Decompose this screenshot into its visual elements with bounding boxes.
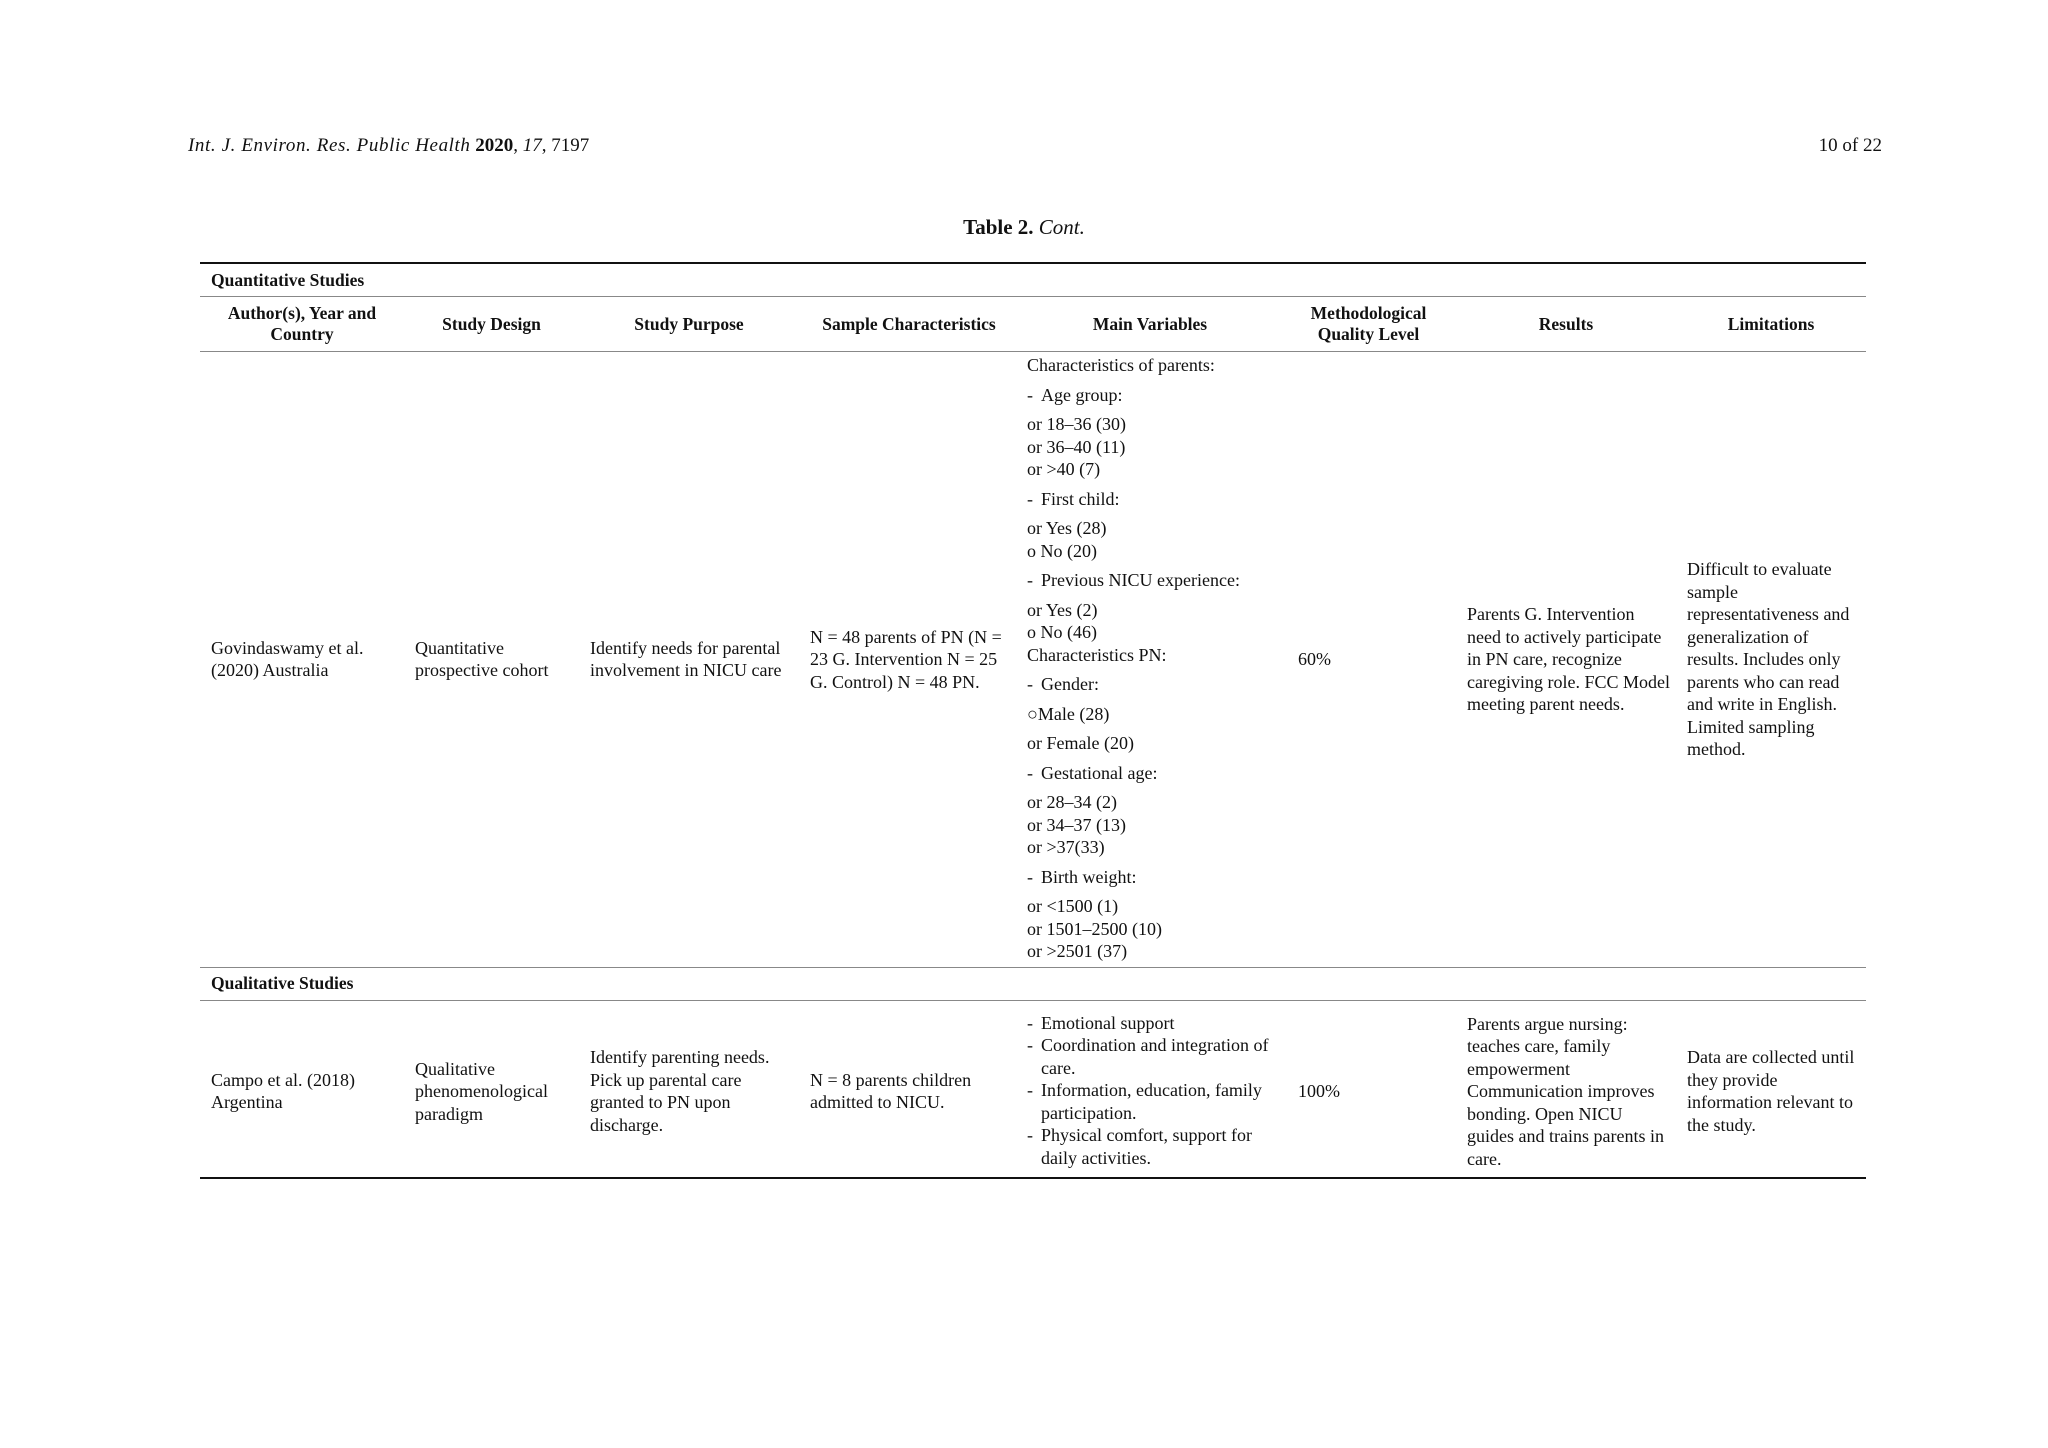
value-line: or 34–37 (13) [1027,814,1126,835]
value-line: or >37(33) [1027,837,1105,857]
first-child-label: First child: [1041,488,1120,509]
journal-name: Int. J. Environ. Res. Public Health [188,135,471,156]
value-line: o No (20) [1027,540,1097,561]
journal-volume: 17 [522,135,542,156]
cell-design: Quantitative prospective cohort [415,637,549,681]
table-header-row [200,297,1866,352]
gender-label: Gender: [1041,674,1099,694]
col-design: Study Design [442,313,541,334]
first-child-values [1027,517,1281,562]
value-line: or <1500 (1) [1027,896,1119,916]
page-number: 10 of 22 [1818,135,1882,156]
variable-text: Emotional support [1041,1012,1175,1033]
value-line: or >40 (7) [1027,459,1101,479]
gender-item: - Gender: [1027,674,1099,694]
journal-year: 2020 [475,135,514,156]
cell-main-variables [1019,352,1281,967]
cell-author: Campo et al. (2018) Argentina [211,1069,355,1113]
value-line: or Yes (2) [1027,599,1098,620]
value-line: or Female (20) [1027,733,1134,753]
variable-text: Coordination and integration of care. [1041,1035,1269,1078]
age-group-item: - Age group: [1027,384,1123,405]
running-header: Int. J. Environ. Res. Public Health 2020, 17, 7197 [188,135,590,156]
variables-list [1027,1012,1281,1170]
table-row [200,1001,1866,1178]
gestational-age-item: - Gestational age: [1027,762,1158,783]
age-group-values [1027,413,1281,481]
birth-weight-item: - Birth weight: [1027,866,1137,887]
gestational-age-label: Gestational age: [1041,762,1158,783]
cell-quality: 100% [1298,1081,1340,1101]
cell-quality: 60% [1298,649,1331,669]
cell-limitations: Difficult to evaluate sample representativeness and generalization of results. Includes only parents who can read and write in English. Limited sampling method. [1687,559,1850,759]
age-group-label: Age group: [1041,384,1123,405]
cell-author: Govindaswamy et al. (2020) Australia [211,637,364,681]
cell-sample: N = 8 parents children admitted to NICU. [810,1069,972,1113]
cell-limitations: Data are collected until they provide information relevant to the study. [1687,1047,1855,1135]
col-variables: Main Variables [1092,313,1208,334]
table-label: Table 2. [963,215,1034,239]
value-line: or 1501–2500 (10) [1027,918,1162,939]
value-line: or >2501 (37) [1027,941,1128,961]
col-results: Results [1538,313,1594,334]
previous-nicu-label: Previous NICU experience: [1041,570,1240,590]
list-item: - Information, education, family participation. [1027,1079,1281,1124]
list-item: - Emotional support [1027,1012,1175,1033]
col-purpose: Study Purpose [634,313,744,334]
col-quality: Methodological Quality Level [1310,303,1427,344]
pn-characteristics-title: Characteristics PN: [1027,644,1167,665]
value-line: or 28–34 (2) [1027,792,1117,812]
table-caption [0,215,2048,240]
gender-values [1027,703,1281,755]
cell-design: Qualitative phenomenological paradigm [415,1058,548,1124]
col-limitations: Limitations [1727,313,1815,334]
birth-weight-values [1027,895,1281,963]
cell-main-variables [1019,1010,1281,1174]
variable-text: Information, education, family participation. [1041,1080,1262,1123]
cell-results: Parents G. Intervention need to actively participate in PN care, recognize caregiving role. FCC Model meeting parent needs. [1467,604,1670,714]
previous-nicu-item: - Previous NICU experience: [1027,570,1240,590]
value-line: ○Male (28) [1027,703,1110,724]
section-qualitative: Qualitative Studies [200,968,1866,1001]
cell-purpose: Identify needs for parental involvement in NICU care [590,637,782,681]
col-sample: Sample Characteristics [822,313,996,334]
table-cont: Cont. [1038,215,1085,239]
cell-purpose: Identify parenting needs. Pick up parental care granted to PN upon discharge. [590,1047,770,1135]
value-line: or 36–40 (11) [1027,436,1126,457]
cell-sample: N = 48 parents of PN (N = 23 G. Intervention N = 25 G. Control) N = 48 PN. [810,626,1002,692]
studies-table [200,262,1866,1179]
table-row [200,352,1866,968]
first-child-item: - First child: [1027,488,1120,509]
parents-characteristics-title: Characteristics of parents: [1027,355,1215,375]
value-line: o No (46) [1027,622,1097,642]
list-item: - Coordination and integration of care. [1027,1034,1281,1079]
value-line: or Yes (28) [1027,518,1107,538]
cell-results: Parents argue nursing: teaches care, family empowerment Communication improves bonding. Open NICU guides and trains parents in care. [1467,1013,1664,1169]
col-author: Author(s), Year and Country [227,303,377,344]
section-quantitative: Quantitative Studies [200,264,1866,297]
variable-text: Physical comfort, support for daily activities. [1041,1125,1252,1168]
gestational-age-values [1027,791,1281,859]
article-number: 7197 [551,135,590,156]
previous-nicu-values [1027,599,1281,667]
list-item: - Physical comfort, support for daily activities. [1027,1124,1281,1169]
value-line: or 18–36 (30) [1027,414,1126,434]
birth-weight-label: Birth weight: [1041,866,1137,887]
